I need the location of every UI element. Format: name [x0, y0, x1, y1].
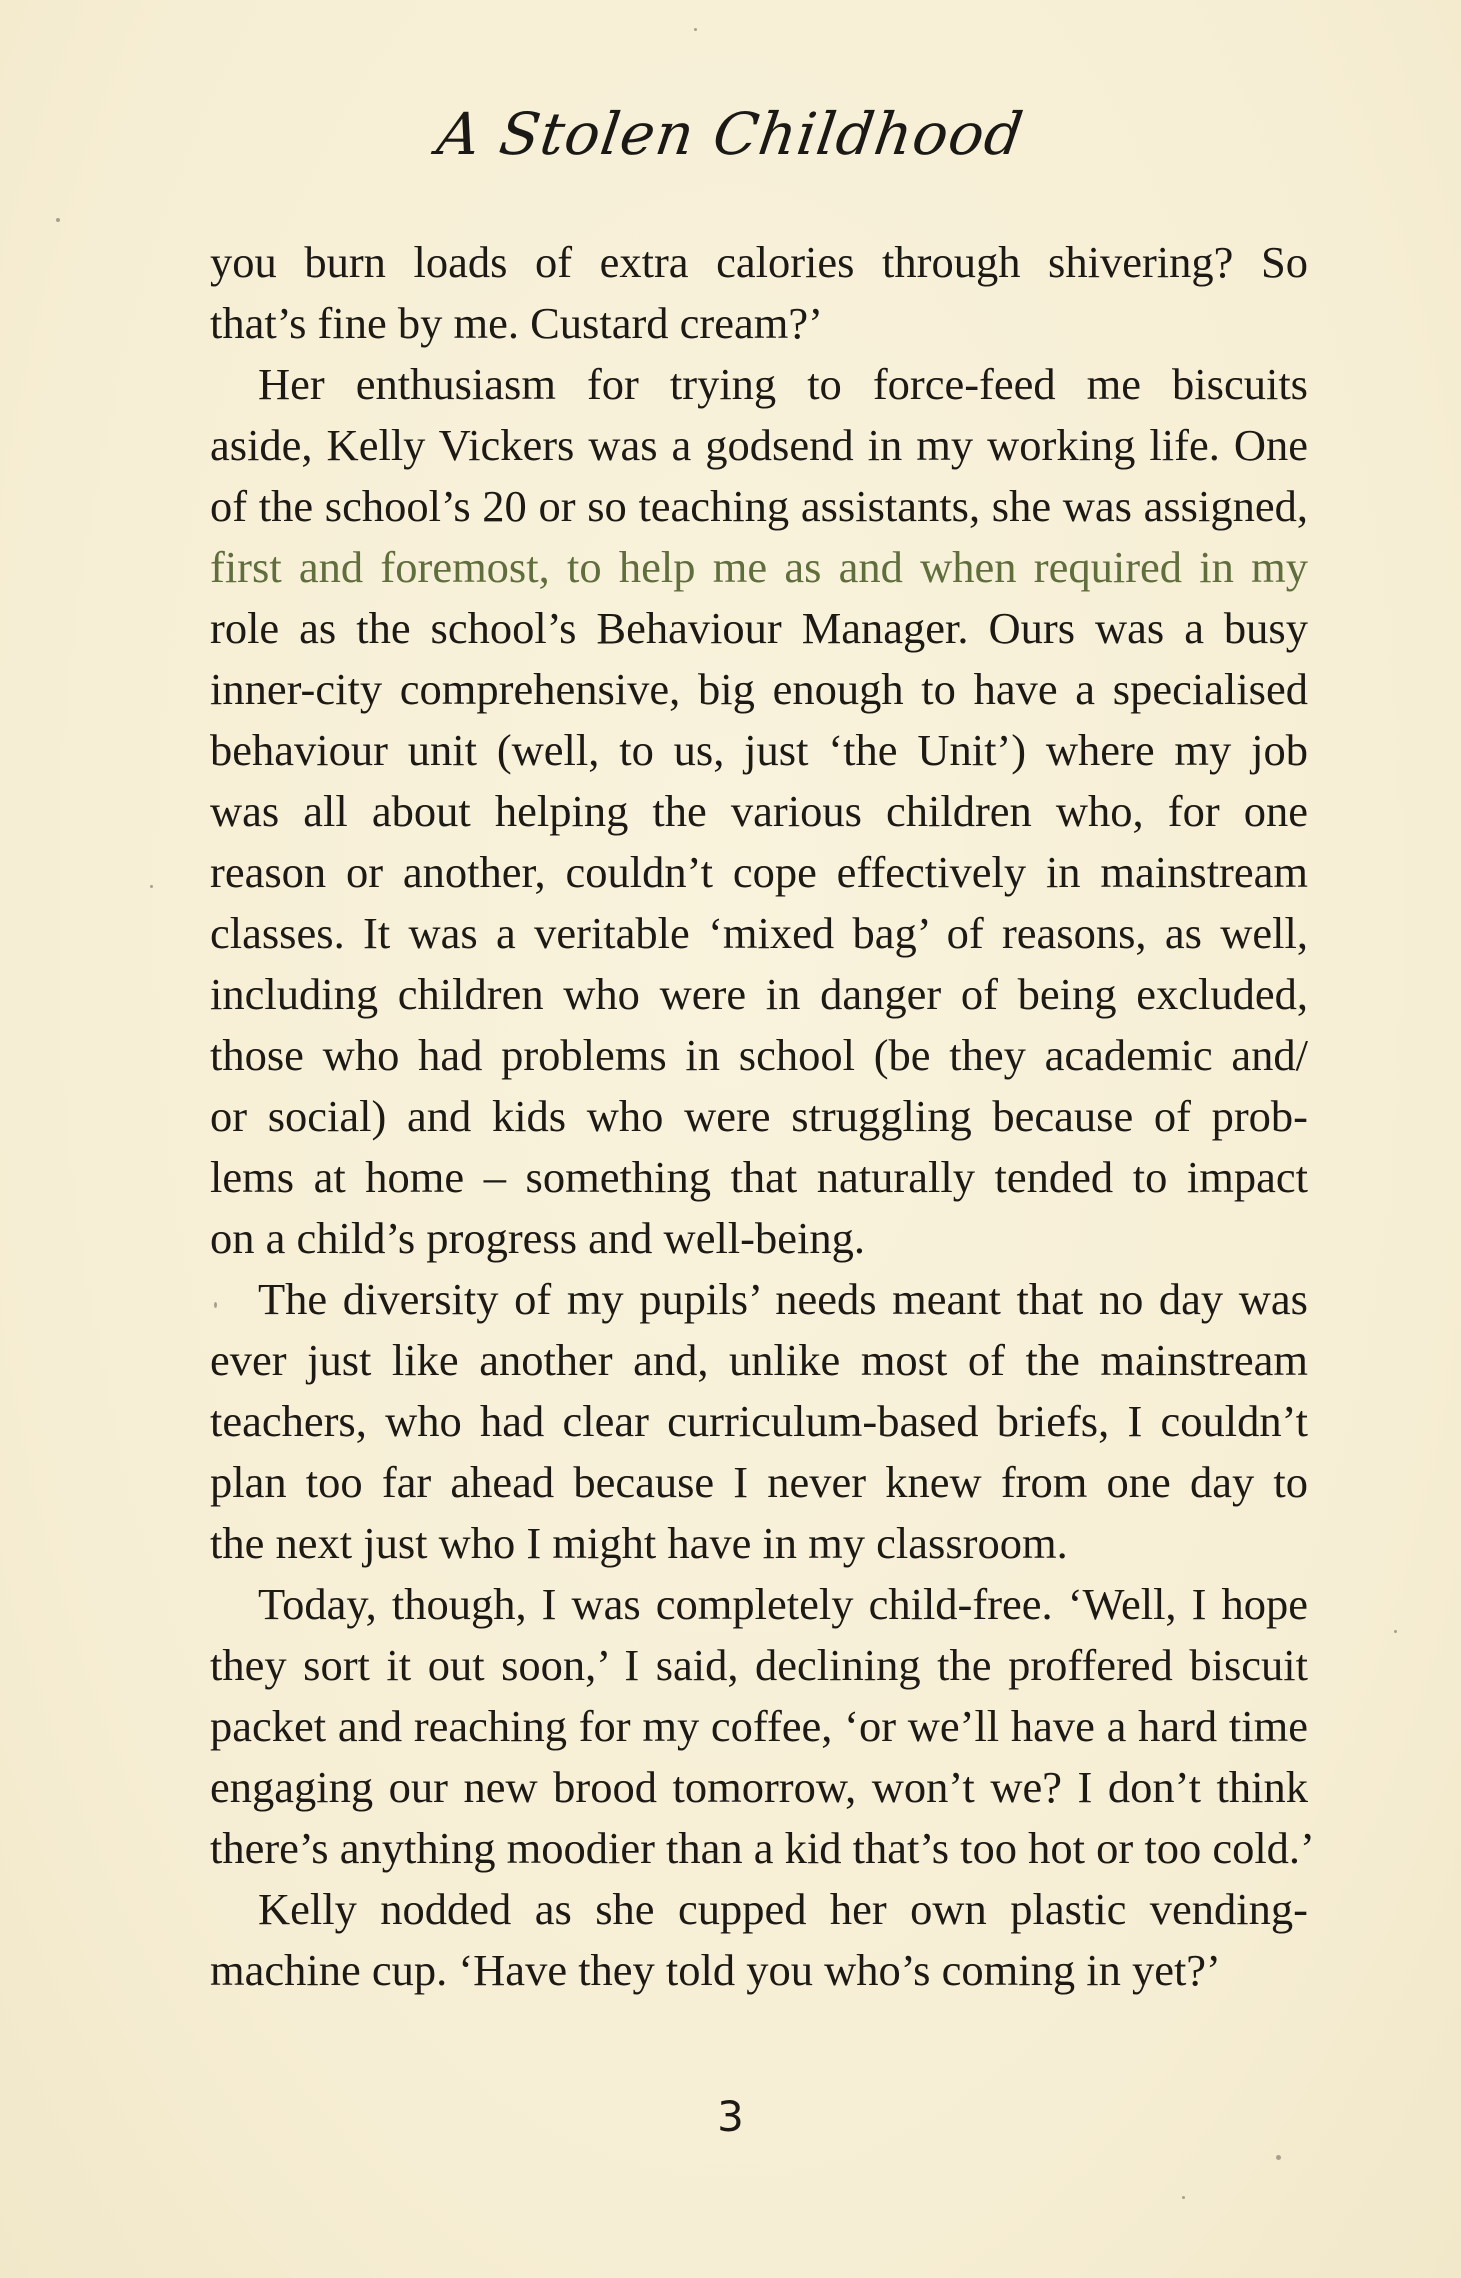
text-line: classes. It was a veritable ‘mixed bag’ of reasons, as well,	[210, 908, 1308, 958]
text-line: they sort it out soon,’ I said, declining the proffered biscuit	[210, 1640, 1308, 1690]
text-line: inner-city comprehensive, big enough to have a specialised	[210, 664, 1308, 714]
running-header: A Stolen Childhood	[433, 100, 1028, 168]
text-line: reason or another, couldn’t cope effectively in mainstream	[210, 847, 1308, 897]
paper-speck	[150, 885, 153, 888]
text-line: those who had problems in school (be they academic and/	[210, 1030, 1308, 1080]
text-line: of the school’s 20 or so teaching assistants, she was assigned,	[210, 481, 1308, 531]
page-number: 3	[717, 2092, 744, 2141]
text-line: behaviour unit (well, to us, just ‘the Unit’) where my job	[210, 725, 1308, 775]
paper-speck	[56, 218, 60, 222]
text-line: plan too far ahead because I never knew from one day to	[210, 1457, 1308, 1507]
paper-speck	[214, 1302, 217, 1308]
text-line: teachers, who had clear curriculum-based briefs, I couldn’t	[210, 1396, 1308, 1446]
text-line: role as the school’s Behaviour Manager. Ours was a busy	[210, 603, 1308, 653]
paper-speck	[1394, 1630, 1397, 1633]
text-line: the next just who I might have in my classroom.	[210, 1518, 1068, 1568]
text-line: Kelly nodded as she cupped her own plastic vending-	[258, 1884, 1308, 1934]
text-line: aside, Kelly Vickers was a godsend in my working life. One	[210, 420, 1308, 470]
paper-speck	[1276, 2155, 1281, 2160]
text-line: was all about helping the various children who, for one	[210, 786, 1308, 836]
text-line: on a child’s progress and well-being.	[210, 1213, 865, 1263]
text-line: first and foremost, to help me as and when required in my	[210, 542, 1308, 592]
body-text	[210, 232, 1315, 2001]
text-line: The diversity of my pupils’ needs meant that no day was	[258, 1274, 1308, 1324]
text-line: including children who were in danger of being excluded,	[210, 969, 1308, 1019]
paper-speck	[694, 28, 697, 31]
text-line: lems at home – something that naturally tended to impact	[210, 1152, 1308, 1202]
text-line: packet and reaching for my coffee, ‘or we’ll have a hard time	[210, 1701, 1308, 1751]
text-line: or social) and kids who were struggling because of prob-	[210, 1091, 1308, 1141]
text-line: Today, though, I was completely child-free. ‘Well, I hope	[258, 1579, 1308, 1629]
text-line: ever just like another and, unlike most of the mainstream	[210, 1335, 1308, 1385]
text-line: machine cup. ‘Have they told you who’s coming in yet?’	[210, 1945, 1221, 1995]
text-line: you burn loads of extra calories through shivering? So	[210, 237, 1308, 287]
text-line: engaging our new brood tomorrow, won’t we? I don’t think	[210, 1762, 1308, 1812]
text-line: that’s fine by me. Custard cream?’	[210, 298, 823, 348]
paper-speck	[1182, 2196, 1185, 2199]
text-line: Her enthusiasm for trying to force-feed me biscuits	[258, 359, 1308, 409]
text-line: there’s anything moodier than a kid that’s too hot or too cold.’	[210, 1823, 1315, 1873]
